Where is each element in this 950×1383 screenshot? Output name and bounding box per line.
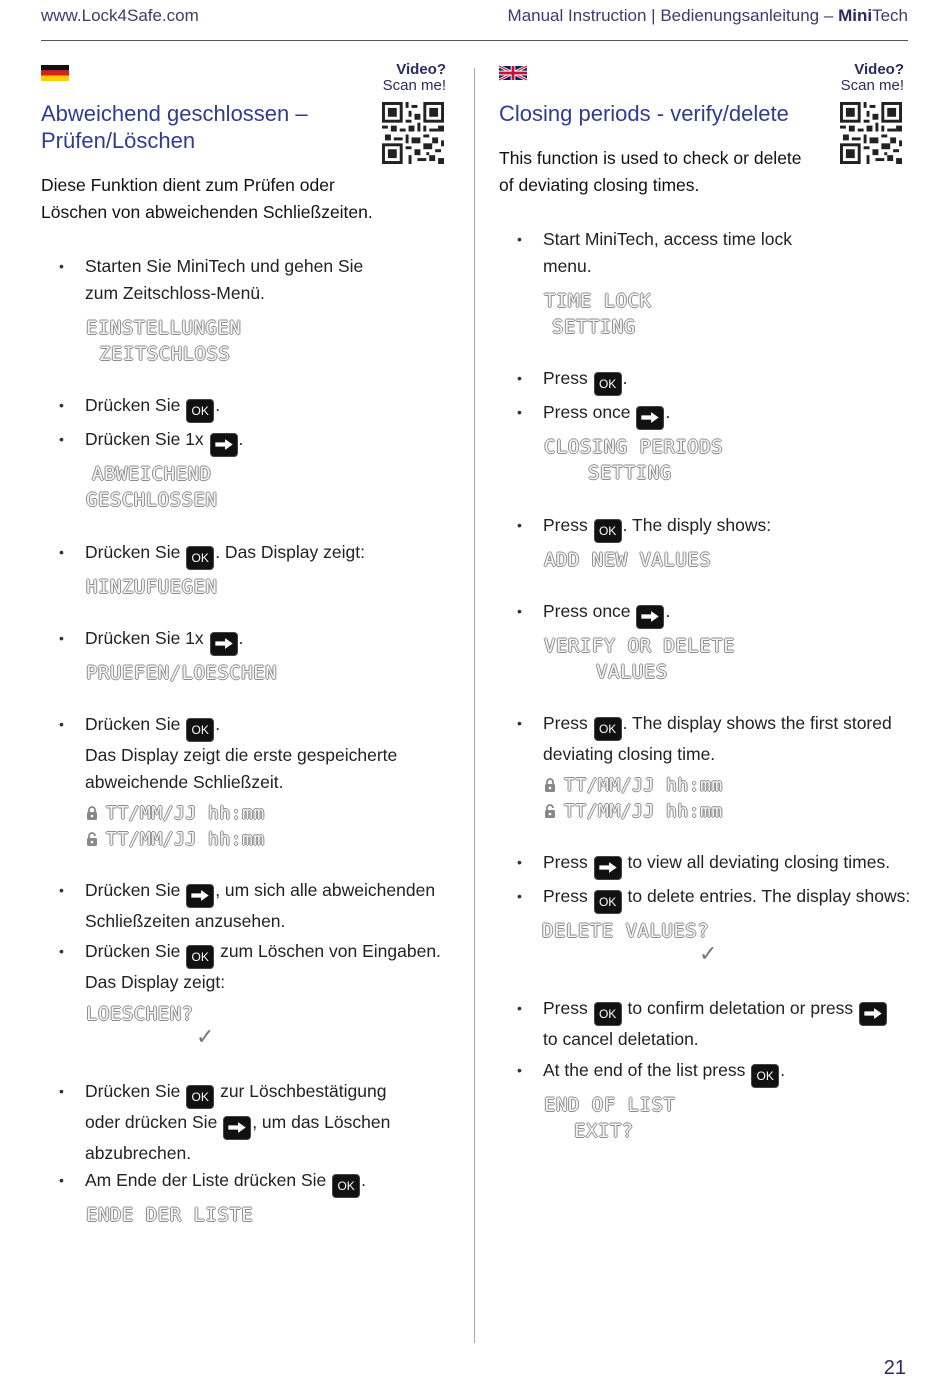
header-rule: [41, 40, 908, 41]
step-text: Drücken Sie: [85, 542, 181, 562]
lcd-line: TT/MM/JJ hh:mm: [106, 803, 265, 824]
step-text: Press: [543, 368, 588, 388]
step-text: zum Löschen von Eingaben. Das Display zeigt:: [85, 941, 441, 992]
step-text: to delete entries. The display shows:: [627, 886, 911, 906]
lcd-line: GESCHLOSSEN: [86, 489, 218, 511]
website-url[interactable]: www.Lock4Safe.com: [41, 6, 199, 25]
lcd-line: VERIFY OR DELETE: [544, 635, 736, 657]
intro-text: This function is used to check or delete of deviating closing times.: [499, 148, 802, 195]
step-text: Press: [543, 886, 588, 906]
list-item: [543, 710, 903, 768]
section-title: Closing periods - verify/delete: [499, 101, 789, 126]
step-text: . The disply shows:: [622, 515, 772, 535]
step-text: to view all deviating closing times.: [627, 852, 891, 872]
scan-label: Scan me!: [382, 77, 446, 94]
ok-button-icon: OK: [186, 399, 214, 423]
brand-rest: Tech: [872, 6, 908, 25]
list-item: [543, 598, 913, 629]
lcd-line: TT/MM/JJ hh:mm: [564, 775, 723, 796]
lcd-display: [86, 801, 265, 853]
lock-closed-icon: [544, 778, 556, 792]
video-hint: [841, 62, 904, 94]
manual-label-en: Manual Instruction: [507, 6, 647, 25]
lcd-line: CLOSING PERIODS: [544, 436, 724, 458]
ok-button-icon: OK: [594, 1002, 622, 1026]
lcd-display: [544, 633, 735, 685]
intro-text: Diese Funktion dient zum Prüfen oder Löschen von abweichenden Schließzeiten.: [41, 175, 373, 222]
ok-button-icon: OK: [594, 519, 622, 543]
ok-button-icon: OK: [751, 1064, 779, 1088]
lcd-line: TT/MM/JJ hh:mm: [564, 801, 723, 822]
ok-button-icon: OK: [186, 546, 214, 570]
list-item: [85, 426, 455, 457]
step-text: At the end of the list press: [543, 1060, 746, 1080]
section-title: Abweichend geschlossen – Prüfen/Löschen: [41, 101, 308, 153]
ok-button-icon: OK: [186, 945, 214, 969]
list-item: [543, 883, 913, 914]
lcd-display: LOESCHEN?: [86, 1003, 194, 1025]
uk-flag-icon: [499, 65, 527, 81]
lcd-line: END OF LIST: [544, 1094, 676, 1116]
step-text: . The display shows the first stored deviating closing time.: [543, 713, 892, 764]
step-text: Drücken Sie: [85, 1081, 181, 1101]
step-text: Drücken Sie 1x: [85, 429, 204, 449]
step-text: Press: [543, 998, 588, 1018]
arrow-right-icon: [859, 1002, 887, 1026]
arrow-right-icon: [223, 1116, 251, 1140]
lcd-line: EINSTELLUNGEN: [86, 317, 242, 339]
ok-button-icon: OK: [594, 372, 622, 396]
list-item: [543, 995, 913, 1053]
step-text: , um das Löschen abzubrechen.: [85, 1112, 391, 1163]
lock-open-icon: [544, 804, 556, 818]
header-separator: |: [651, 6, 656, 25]
list-item: [85, 539, 455, 570]
lcd-line: SETTING: [552, 316, 636, 338]
step-text: .: [215, 395, 221, 415]
step-text: .: [215, 714, 221, 734]
list-item: [543, 399, 913, 430]
list-item: [85, 1167, 455, 1198]
video-label: Video?: [854, 61, 904, 78]
column-divider: [474, 68, 475, 1343]
step-text: Am Ende der Liste drücken Sie: [85, 1170, 327, 1190]
arrow-right-icon: [186, 884, 214, 908]
step-text: Press: [543, 713, 588, 733]
list-item: • Starten Sie MiniTech und gehen Sie zum Zeitschloss-Menü.: [85, 253, 385, 307]
step-text: .: [622, 368, 628, 388]
lcd-display: ENDE DER LISTE: [86, 1204, 254, 1226]
brand-bold: Mini: [838, 6, 873, 25]
list-item: [543, 512, 913, 543]
lcd-line: TIME LOCK: [544, 290, 652, 312]
lcd-line: VALUES: [596, 661, 668, 683]
step-text: .: [665, 601, 671, 621]
step-text: .: [780, 1060, 786, 1080]
step-text: Drücken Sie 1x: [85, 628, 204, 648]
lcd-display: HINZUFUEGEN: [86, 576, 218, 598]
step-text: .: [238, 429, 244, 449]
lcd-display: [544, 434, 723, 486]
step-text: Das Display zeigt die erste gespeicherte abweichende Schließzeit.: [85, 745, 398, 792]
qr-code-icon[interactable]: [382, 102, 444, 164]
manual-label-de: Bedienungsanleitung: [660, 6, 820, 25]
arrow-right-icon: [594, 856, 622, 880]
lcd-display: [544, 773, 723, 825]
header-dash: –: [823, 6, 834, 25]
lcd-line: SETTING: [588, 462, 672, 484]
checkmark-icon: ✓: [699, 941, 718, 966]
list-item: [85, 392, 455, 423]
step-text: .: [665, 402, 671, 422]
lcd-display: ADD NEW VALUES: [544, 549, 712, 571]
video-label: Video?: [396, 61, 446, 78]
lcd-line: TT/MM/JJ hh:mm: [106, 829, 265, 850]
step-text: Press: [543, 515, 588, 535]
step-text: .: [238, 628, 244, 648]
video-hint: [383, 62, 446, 94]
ok-button-icon: OK: [594, 890, 622, 914]
ok-button-icon: OK: [186, 718, 214, 742]
ok-button-icon: OK: [332, 1174, 360, 1198]
list-item: [85, 625, 455, 656]
manual-title: [508, 6, 908, 26]
list-item: • Start MiniTech, access time lock menu.: [543, 226, 813, 280]
list-item: [85, 1078, 405, 1167]
scan-label: Scan me!: [840, 77, 904, 94]
lcd-display: [544, 1092, 675, 1144]
lcd-display: [86, 315, 241, 367]
lcd-display: [544, 288, 651, 340]
step-text: to cancel deletation.: [543, 1029, 699, 1049]
lcd-line: ZEITSCHLOSS: [99, 343, 231, 365]
ok-button-icon: OK: [594, 717, 622, 741]
checkmark-icon: ✓: [196, 1024, 215, 1049]
list-item: [85, 938, 455, 996]
lcd-display: PRUEFEN/LOESCHEN: [86, 662, 278, 684]
arrow-right-icon: [636, 605, 664, 629]
list-item: [543, 1057, 913, 1088]
step-text: Drücken Sie: [85, 395, 181, 415]
lock-closed-icon: [86, 806, 98, 820]
arrow-right-icon: [210, 632, 238, 656]
step-text: Drücken Sie: [85, 880, 181, 900]
step-text: Press: [543, 852, 588, 872]
lcd-line: ABWEICHEND: [92, 463, 212, 485]
page-number: 21: [883, 1357, 906, 1379]
step-text: , um sich alle abweichenden Schließzeiten anzusehen.: [85, 880, 436, 931]
qr-code-icon[interactable]: [840, 102, 902, 164]
step-text: Press once: [543, 402, 631, 422]
step-text: zur Löschbestätigung oder drücken Sie: [85, 1081, 387, 1132]
lcd-display: [86, 461, 217, 513]
lock-open-icon: [86, 832, 98, 846]
list-item: [85, 877, 455, 935]
step-text: .: [361, 1170, 366, 1190]
lcd-line: EXIT?: [574, 1120, 634, 1142]
list-item: [543, 849, 913, 880]
arrow-right-icon: [636, 406, 664, 430]
step-text: Drücken Sie: [85, 714, 181, 734]
list-item: [85, 711, 415, 796]
ok-button-icon: OK: [186, 1085, 214, 1109]
german-flag-icon: [41, 65, 69, 81]
lcd-display: DELETE VALUES?: [542, 920, 710, 942]
step-text: Press once: [543, 601, 631, 621]
list-item: [543, 365, 913, 396]
step-text: Drücken Sie: [85, 941, 181, 961]
arrow-right-icon: [210, 433, 238, 457]
step-text: to confirm deletation or press: [627, 998, 854, 1018]
step-text: . Das Display zeigt:: [215, 542, 365, 562]
